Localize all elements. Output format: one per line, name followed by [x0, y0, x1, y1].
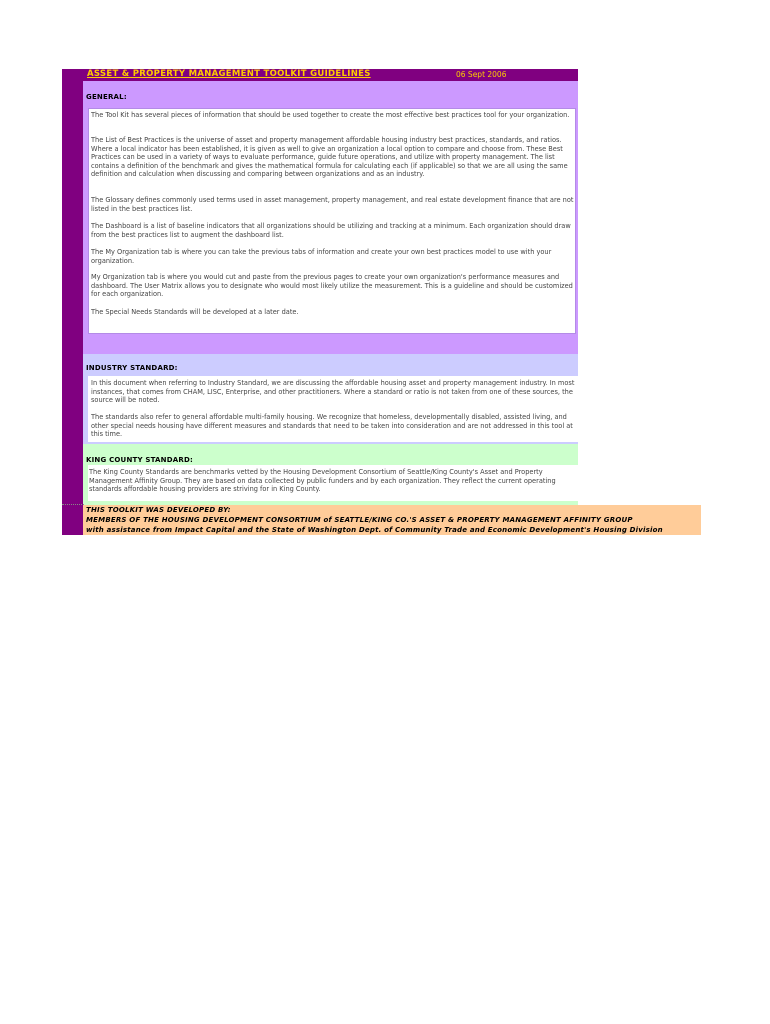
page-title: ASSET & PROPERTY MANAGEMENT TOOLKIT GUIDELINES	[87, 69, 371, 79]
general-paragraph-best-practices: The List of Best Practices is the universe of asset and property management affordable housing industry best practices, standards, and ratios. Where a local indicator has been established, it is given as well to give an organization a local option to compare and choose from. These Best Practices can be used in a variety of ways to evaluate performance, guide future operations, and utilize with property management. The list contains a definition of the benchmark and gives the mathematical formula for calculating each (if applicable) so that we are all using the same definition and calculation when discussing and comparing between organizations and as an industry.	[91, 136, 568, 179]
king-county-standard-heading: KING COUNTY STANDARD:	[86, 456, 193, 464]
document-date: 06 Sept 2006	[456, 70, 507, 79]
credits-members: MEMBERS OF THE HOUSING DEVELOPMENT CONSORTIUM of SEATTLE/KING CO.'S ASSET & PROPERTY MANAGEMENT AFFINITY GROUP	[86, 516, 633, 524]
industry-standard-heading: INDUSTRY STANDARD:	[86, 364, 178, 372]
general-paragraph-my-organization: The My Organization tab is where you can take the previous tabs of information and create your own best practices model to use with your organization.	[91, 248, 552, 265]
credits-section	[83, 505, 701, 535]
general-paragraph-user-matrix: My Organization tab is where you would cut and paste from the previous pages to create your own organization's performance measures and dashboard. The User Matrix allows you to designate who would most likely utilize the measurement. This is a guideline and should be customized for each organization.	[91, 273, 573, 299]
industry-paragraph-sources: In this document when referring to Industry Standard, we are discussing the affordable housing asset and property management industry. In most instances, that comes from CHAM, LISC, Enterprise, and other practitioners. Where a standard or ratio is not taken from one of these sources, the source will be noted.	[91, 379, 575, 405]
general-paragraph-toolkit: The Tool Kit has several pieces of information that should be used together to create the most effective best practices tool for your organization.	[91, 111, 570, 119]
credits-heading: THIS TOOLKIT WAS DEVELOPED BY:	[86, 506, 231, 514]
title-row	[83, 69, 578, 81]
credits-assistance: with assistance from Impact Capital and the State of Washington Dept. of Community Trade and Economic Development's Housing Division	[86, 526, 663, 534]
general-heading: GENERAL:	[86, 93, 127, 101]
left-accent-bar	[62, 69, 83, 535]
industry-paragraph-scope: The standards also refer to general affordable multi-family housing. We recognize that homeless, developmentally disabled, assisted living, and other special needs housing have different measures and standards that need to be taken into consideration and are not addressed in this tool at this time.	[91, 413, 573, 439]
general-paragraph-dashboard: The Dashboard is a list of baseline indicators that all organizations should be utilizing and tracking at a minimum. Each organization should draw from the best practices list to augment the dashboard list.	[91, 222, 571, 239]
king-county-paragraph: The King County Standards are benchmarks vetted by the Housing Development Consortium of Seattle/King County's Asset and Property Management Affinity Group. They are based on data collected by public funders and by each organization. They reflect the current operating standards affordable housing providers are striving for in King County.	[89, 468, 556, 494]
general-paragraph-glossary: The Glossary defines commonly used terms used in asset management, property management, and real estate development finance that are not listed in the best practices list.	[91, 196, 574, 213]
dotted-divider	[62, 504, 84, 505]
general-paragraph-special-needs: The Special Needs Standards will be developed at a later date.	[91, 308, 299, 316]
